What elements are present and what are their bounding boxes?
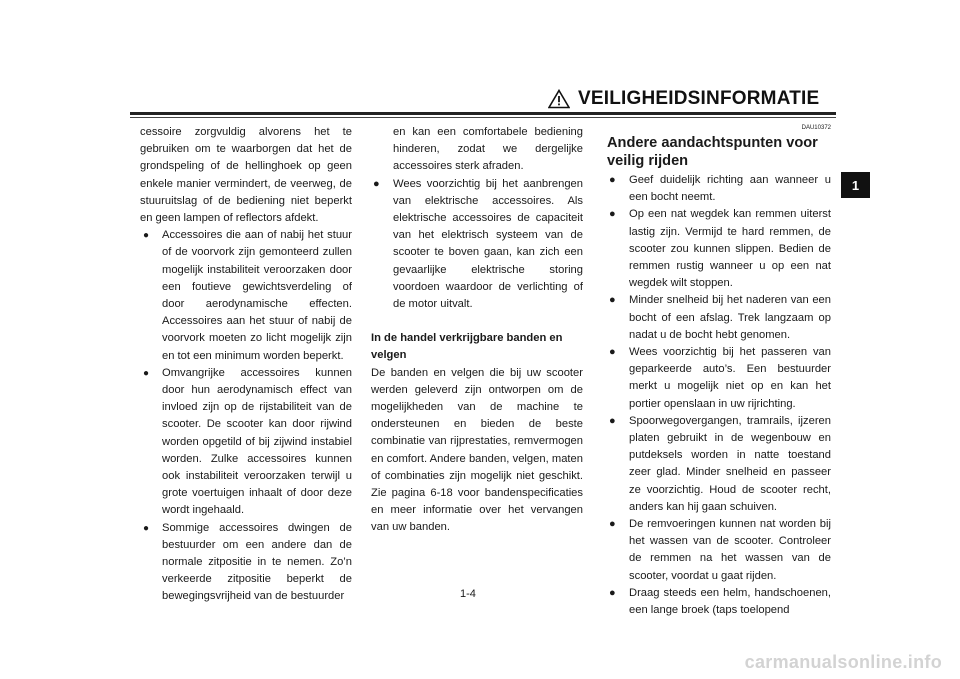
chapter-tab: 1 xyxy=(841,172,870,198)
bullet-dot-icon: ● xyxy=(373,177,380,190)
list-item-text: Op een nat wegdek kan remmen uiterst lastig zijn. Vermijd te hard remmen, de scooter zou kunnen slippen. Bedien de remmen rustig wanneer u op een nat wegdek wilt stoppen. xyxy=(629,208,831,290)
header-rule-thick xyxy=(130,112,836,115)
bullet-dot-icon: ● xyxy=(143,367,150,379)
list-item xyxy=(607,344,831,413)
list-item-text: De remvoeringen kunnen nat worden bij het wassen van de scooter. Controleer de remmen na het wassen van de scooter, voordat u gaat rijden. xyxy=(629,518,831,582)
warning-triangle-icon xyxy=(548,89,570,109)
list-item-text: Spoorwegovergangen, tramrails, ijzeren platen gebruikt in de wegenbouw en putdeksels worden in natte toestand zeer glad. Minder snelheid en passeer ze voorzichtig. Houd de scooter recht, anders kan hij gaan schuiven. xyxy=(629,414,831,513)
tires-paragraph: De banden en velgen die bij uw scooter werden geleverd zijn ontworpen om de mogelijkheden van de machine te ondersteunen en bieden de beste combinatie van rijprestaties, remvermogen en comfort. Andere banden, velgen, maten of combinaties zijn mogelijk niet geschikt. Zie pagina 6-18 voor bandenspecificaties en meer informatie over het vervangen van uw banden. xyxy=(371,366,583,534)
list-item xyxy=(607,292,831,344)
column-middle xyxy=(371,124,583,537)
bullet-dot-icon: ● xyxy=(143,522,150,534)
bullet-dot-icon: ● xyxy=(143,230,150,242)
bullet-dot-icon: ● xyxy=(609,208,616,221)
list-item-text: Geef duidelijk richting aan wanneer u een bocht neemt. xyxy=(629,174,831,204)
list-item-text: Sommige accessoires dwingen de bestuurder om een andere dan de normale zitpositie in te nemen. Zo’n verkeerde zitpositie beperkt de bewegingsvrijheid van de bestuurder xyxy=(162,521,352,603)
list-item xyxy=(140,365,352,520)
list-item-text: Draag steeds een helm, handschoenen, een lange broek (taps toelopend xyxy=(629,586,831,617)
column-left xyxy=(140,124,352,606)
list-item xyxy=(371,176,583,314)
section-title: Andere aandachtspunten voor veilig rijden xyxy=(607,135,818,169)
intro-paragraph: cessoire zorgvuldig alvorens het te gebruiken om te waarborgen dat het de grondspeling of de hellinghoek op geen enkele manier vermindert, de veerweg, de stuuruitslag of de bediening niet beperkt en geen lampen of reflectors afdekt. xyxy=(140,126,352,225)
watermark: carmanualsonline.info xyxy=(744,652,942,672)
bullet-dot-icon: ● xyxy=(609,174,616,186)
list-item xyxy=(140,227,352,365)
page-number: 1-4 xyxy=(460,588,476,600)
bullet-dot-icon: ● xyxy=(609,346,616,359)
list-item-text: Minder snelheid bij het naderen van een bocht of een afslag. Trek langzaam op nadat u de bocht hebt genomen. xyxy=(629,294,831,341)
page-header xyxy=(548,88,838,110)
bullet-dot-icon: ● xyxy=(609,518,616,531)
bullet-dot-icon: ● xyxy=(609,414,616,427)
list-item xyxy=(140,520,352,606)
list-item xyxy=(607,206,831,292)
header-rule-thin xyxy=(130,117,836,118)
list-item-text: Omvangrijke accessoires kunnen door hun aerodynamisch effect van invloed zijn op de rijstabiliteit van de scooter. De scooter kan door rijwind worden opgetild of bij zijwind instabiel worden. Zulke accessoires kunnen ook instabiliteit veroorzaken terwijl u grote voertuigen inhaalt of door deze wordt ingehaald. xyxy=(162,366,352,517)
list-item-text: Accessoires die aan of nabij het stuur of de voorvork zijn gemonteerd zullen mogelijk instabiliteit veroorzaken door een foutieve gewichtsverdeling of door aerodynamische effecten. Accessoires aan het stuur of nabij de voorvork moeten zo licht mogelijk zijn en tot een minimum worden beperkt. xyxy=(162,229,352,362)
list-item xyxy=(607,413,831,516)
list-item-text: en kan een comfortabele bediening hinderen, zodat we dergelijke accessoires sterk afraden. xyxy=(393,126,583,173)
header-title: VEILIGHEIDSINFORMATIE xyxy=(578,88,820,109)
list-item-continuation xyxy=(371,124,583,176)
column-right xyxy=(607,124,831,619)
bullet-dot-icon: ● xyxy=(609,294,616,307)
list-item xyxy=(607,516,831,585)
section-subheading: In de handel verkrijgbare banden en velgen xyxy=(371,332,563,362)
list-item-text: Wees voorzichtig bij het passeren van geparkeerde auto’s. Een bestuurder merkt u mogelijk niet op en kan het portier openslaan in uw rijrichting. xyxy=(629,346,831,410)
reference-code: DAU10372 xyxy=(801,125,831,131)
list-item xyxy=(607,172,831,206)
list-item-text: Wees voorzichtig bij het aanbrengen van elektrische accessoires. Als elektrische accessoires de capaciteit van het elektrisch systeem van de scooter te boven gaan, kan zich een gevaarlijke elektrische storing voordoen waardoor de verlichting of de motor uitvalt. xyxy=(393,177,583,311)
bullet-dot-icon: ● xyxy=(609,586,616,599)
list-item xyxy=(607,585,831,619)
